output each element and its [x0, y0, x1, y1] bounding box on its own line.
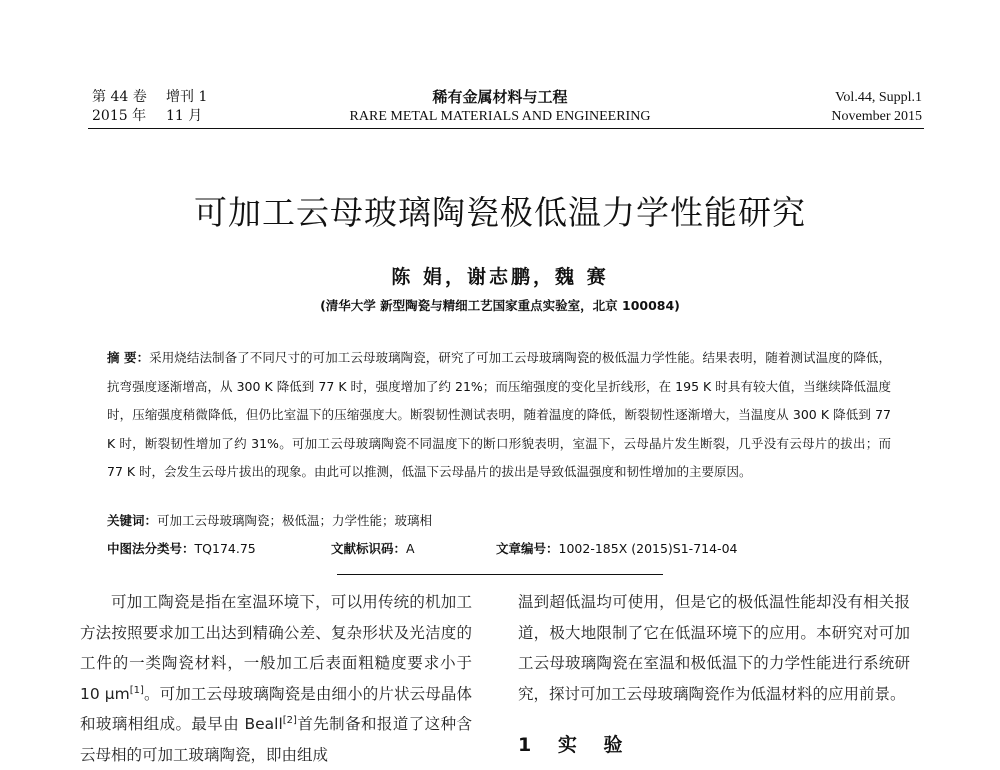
paper-title: 可加工云母玻璃陶瓷极低温力学性能研究 [194, 193, 806, 232]
body-paragraph [80, 587, 472, 770]
header-rule [88, 128, 924, 129]
clc-item [107, 539, 256, 557]
journal-name-cn: 稀有金属材料与工程 [432, 88, 568, 106]
body-text-3: 首先制备和报道了这种含云母相的可加工玻璃陶瓷，即由组成 [80, 715, 472, 764]
section-heading: 1 实 验 [518, 734, 633, 756]
year-cn: 2015 年 [92, 108, 147, 124]
clc-value: TQ174.75 [194, 541, 256, 556]
header-right [831, 88, 922, 126]
body-text-1: 可加工陶瓷是指在室温环境下，可以用传统的机加工方法按照要求加工出达到精确公差、复杂形状及光洁度的工件的一类陶瓷材料，一般加工后表面粗糙度要求小于 10 μm [80, 593, 472, 703]
date-en: November 2015 [831, 109, 922, 124]
citation-1: [1] [129, 684, 144, 696]
doc-code-label: 文献标识码： [331, 541, 407, 556]
body-text-2: 。可加工云母玻璃陶瓷是由细小的片状云母晶体和玻璃相组成。最早由 Beall [80, 684, 472, 733]
affiliation: (清华大学 新型陶瓷与精细工艺国家重点实验室，北京 100084) [320, 298, 680, 313]
article-number-label: 文章编号： [496, 541, 559, 556]
doc-code-value: A [406, 541, 415, 556]
keywords [107, 511, 432, 529]
authors: 陈 娟，谢志鹏，魏 赛 [391, 266, 609, 288]
keywords-text: 可加工云母玻璃陶瓷；极低温；力学性能；玻璃相 [157, 513, 433, 528]
keywords-label: 关键词： [107, 513, 158, 528]
doc-code-item [331, 539, 415, 557]
volume-cn: 第 44 卷 [92, 89, 147, 105]
month-cn: 11 月 [166, 108, 203, 124]
suppl-cn: 增刊 1 [166, 89, 208, 105]
volume-en: Vol.44, Suppl.1 [835, 90, 922, 105]
body-right-column [518, 587, 910, 709]
clc-label: 中图法分类号： [107, 541, 195, 556]
article-number-item [496, 539, 737, 557]
body-left-column [80, 587, 472, 770]
body-paragraph-right: 温到超低温均可使用，但是它的极低温性能却没有相关报道，极大地限制了它在低温环境下的应用。本研究对可加工云母玻璃陶瓷在室温和极低温下的力学性能进行系统研究，探讨可加工云母玻璃陶瓷作为低温材料的应用前景。 [518, 593, 910, 703]
abstract [107, 344, 891, 487]
citation-2: [2] [282, 714, 297, 726]
abstract-text: 采用烧结法制备了不同尺寸的可加工云母玻璃陶瓷，研究了可加工云母玻璃陶瓷的极低温力学性能。结果表明，随着测试温度的降低，抗弯强度逐渐增高，从 300 K 降低到 77 K 时，强度增加了约 21%；而压缩强度的变化呈折线形，在 195 K 时具有较大值，当继续降低温度时，压缩强度稍微降低，但仍比室温下的压缩强度大。断裂韧性测试表明，随着温度的降低，断裂韧性逐渐增大，当温度从 300 K 降低到 77 K 时，断裂韧性增加了约 31%。可加工云母玻璃陶瓷不同温度下的断口形貌表明，室温下，云母晶片发生断裂，几乎没有云母片的拔出；而 77 K 时，会发生云母片拔出的现象。由此可以推测，低温下云母晶片的拔出是导致低温强度和韧性增加的主要原因。 [107, 350, 891, 479]
journal-name-en: RARE METAL MATERIALS AND ENGINEERING [349, 109, 651, 124]
abstract-label: 摘 要： [107, 350, 150, 365]
section-divider [337, 574, 663, 575]
article-number-value: 1002-185X (2015)S1-714-04 [558, 541, 738, 556]
